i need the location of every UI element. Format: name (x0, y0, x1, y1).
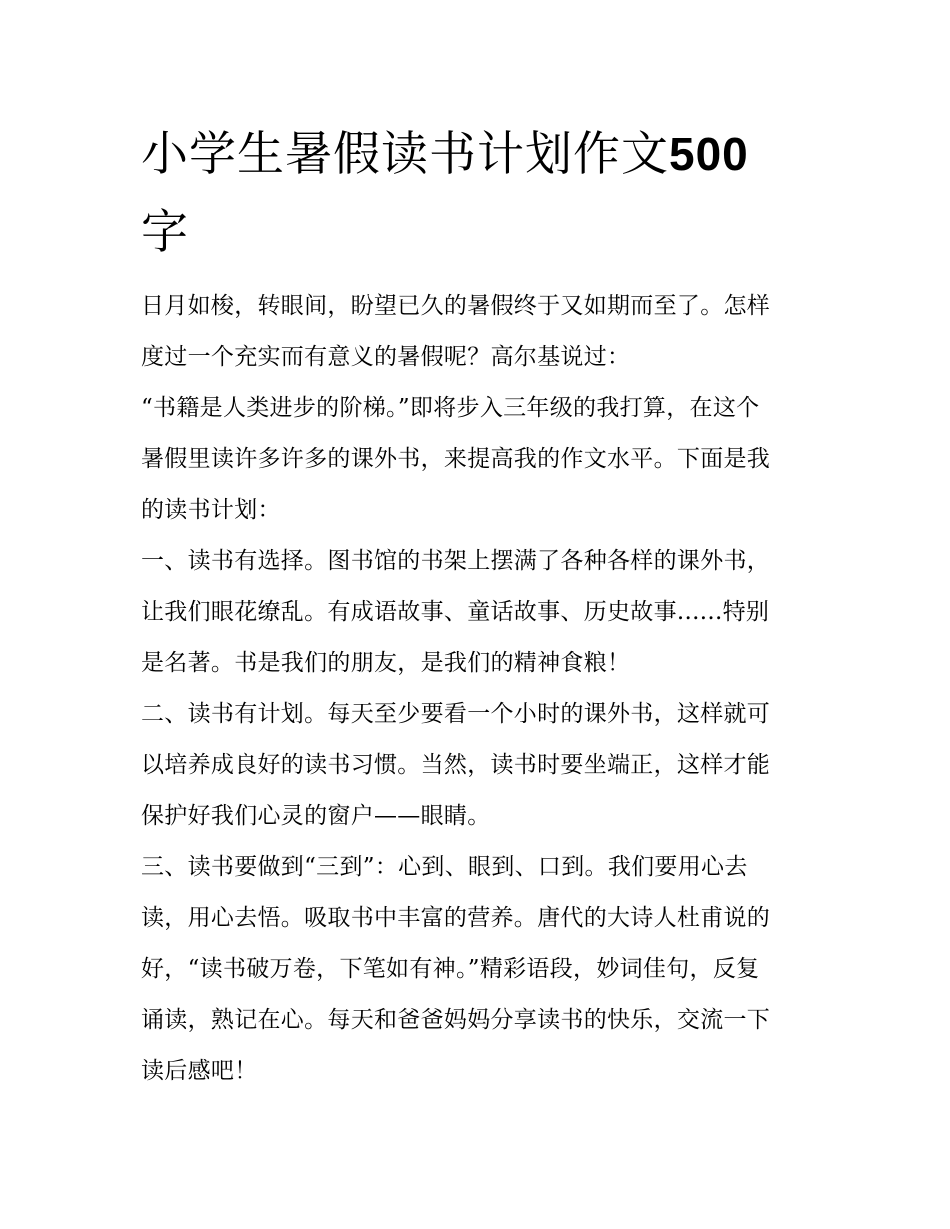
body-line: 让我们眼花缭乱。有成语故事、童话故事、历史故事......特别 (141, 599, 770, 625)
body-line: 日月如梭，转眼间，盼望已久的暑假终于又如期而至了。怎样 (141, 293, 771, 319)
title-number: 500 (669, 128, 749, 180)
body-line: 读后感吧！ (141, 1058, 258, 1084)
body-line: “书籍是人类进步的阶梯。”即将步入三年级的我打算，在这个 (141, 395, 760, 421)
body-line: 好，“读书破万卷，下笔如有神。”精彩语段，妙词佳句，反复 (141, 956, 760, 982)
body-line: 一、读书有选择。图书馆的书架上摆满了各种各样的课外书， (141, 548, 771, 574)
body-line: 是名著。书是我们的朋友，是我们的精神食粮！ (141, 650, 631, 676)
document-title (141, 115, 831, 272)
body-line: 三、读书要做到“三到”：心到、眼到、口到。我们要用心去 (141, 854, 748, 880)
body-line: 二、读书有计划。每天至少要看一个小时的课外书，这样就可 (141, 701, 771, 727)
document-body (141, 281, 821, 1097)
title-tail: 字 (141, 205, 189, 260)
body-line: 诵读，熟记在心。每天和爸爸妈妈分享读书的快乐，交流一下 (141, 1007, 771, 1033)
body-line: 以培养成良好的读书习惯。当然，读书时要坐端正，这样才能 (141, 752, 771, 778)
body-line: 保护好我们心灵的窗户——眼睛。 (141, 803, 491, 829)
body-line: 度过一个充实而有意义的暑假呢？高尔基说过： (141, 344, 631, 370)
body-line: 读，用心去悟。吸取书中丰富的营养。唐代的大诗人杜甫说的 (141, 905, 771, 931)
title-main: 小学生暑假读书计划作文 (141, 127, 669, 182)
body-line: 暑假里读许多许多的课外书，来提高我的作文水平。下面是我 (141, 446, 771, 472)
body-line: 的读书计划： (141, 497, 281, 523)
